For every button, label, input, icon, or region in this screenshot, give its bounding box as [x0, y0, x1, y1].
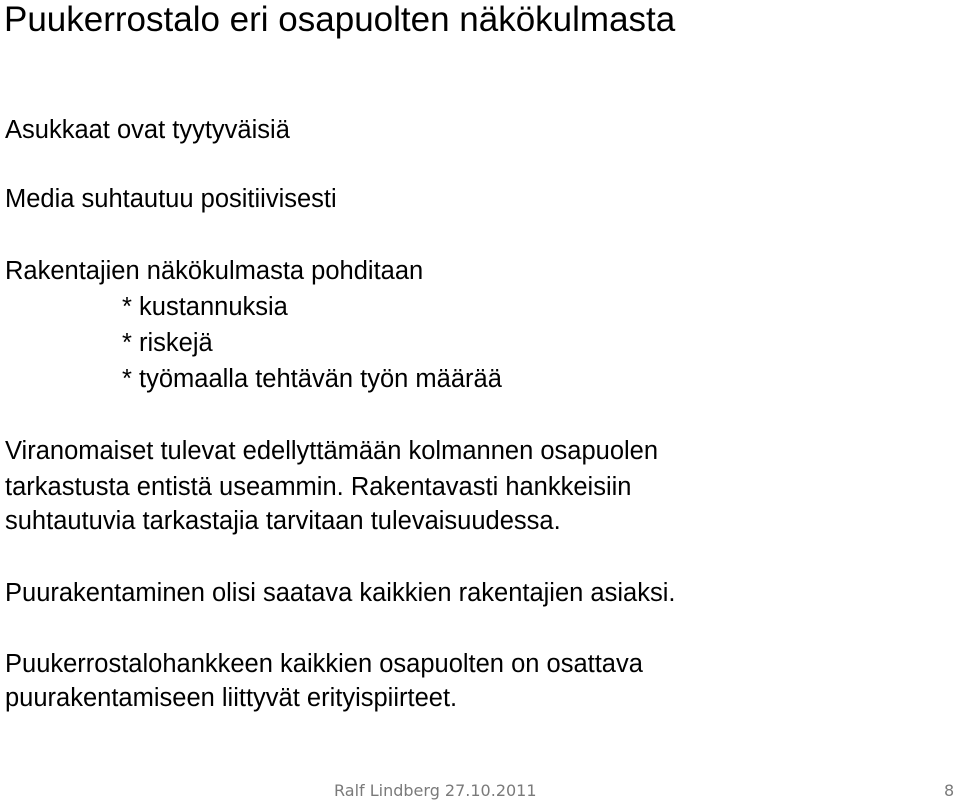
paragraph-wood-construction: Puurakentaminen olisi saatava kaikkien rakentajien asiaksi.: [5, 579, 676, 607]
paragraph-builders: Rakentajien näkökulmasta pohditaan: [5, 257, 424, 285]
paragraph-project-line: puurakentamiseen liittyvät erityispiirteet.: [5, 684, 458, 712]
paragraph-project-line: Puukerrostalohankkeen kaikkien osapuolten on osattava: [5, 650, 643, 678]
slide-title: Puukerrostalo eri osapuolten näkökulmasta: [4, 0, 676, 39]
bullet-item: * kustannuksia: [122, 293, 288, 321]
paragraph-authorities-line: Viranomaiset tulevat edellyttämään kolmannen osapuolen: [5, 437, 659, 465]
footer-author-date: Ralf Lindberg 27.10.2011: [334, 781, 537, 800]
bullet-item: * riskejä: [122, 329, 213, 357]
paragraph-residents: Asukkaat ovat tyytyväisiä: [5, 116, 290, 144]
paragraph-media: Media suhtautuu positiivisesti: [5, 185, 337, 213]
paragraph-authorities-line: tarkastusta entistä useammin. Rakentavasti hankkeisiin: [5, 473, 632, 501]
bullet-item: * työmaalla tehtävän työn määrää: [122, 365, 502, 393]
paragraph-authorities-line: suhtautuvia tarkastajia tarvitaan tulevaisuudessa.: [5, 507, 561, 535]
footer-page-number: 8: [944, 781, 955, 800]
